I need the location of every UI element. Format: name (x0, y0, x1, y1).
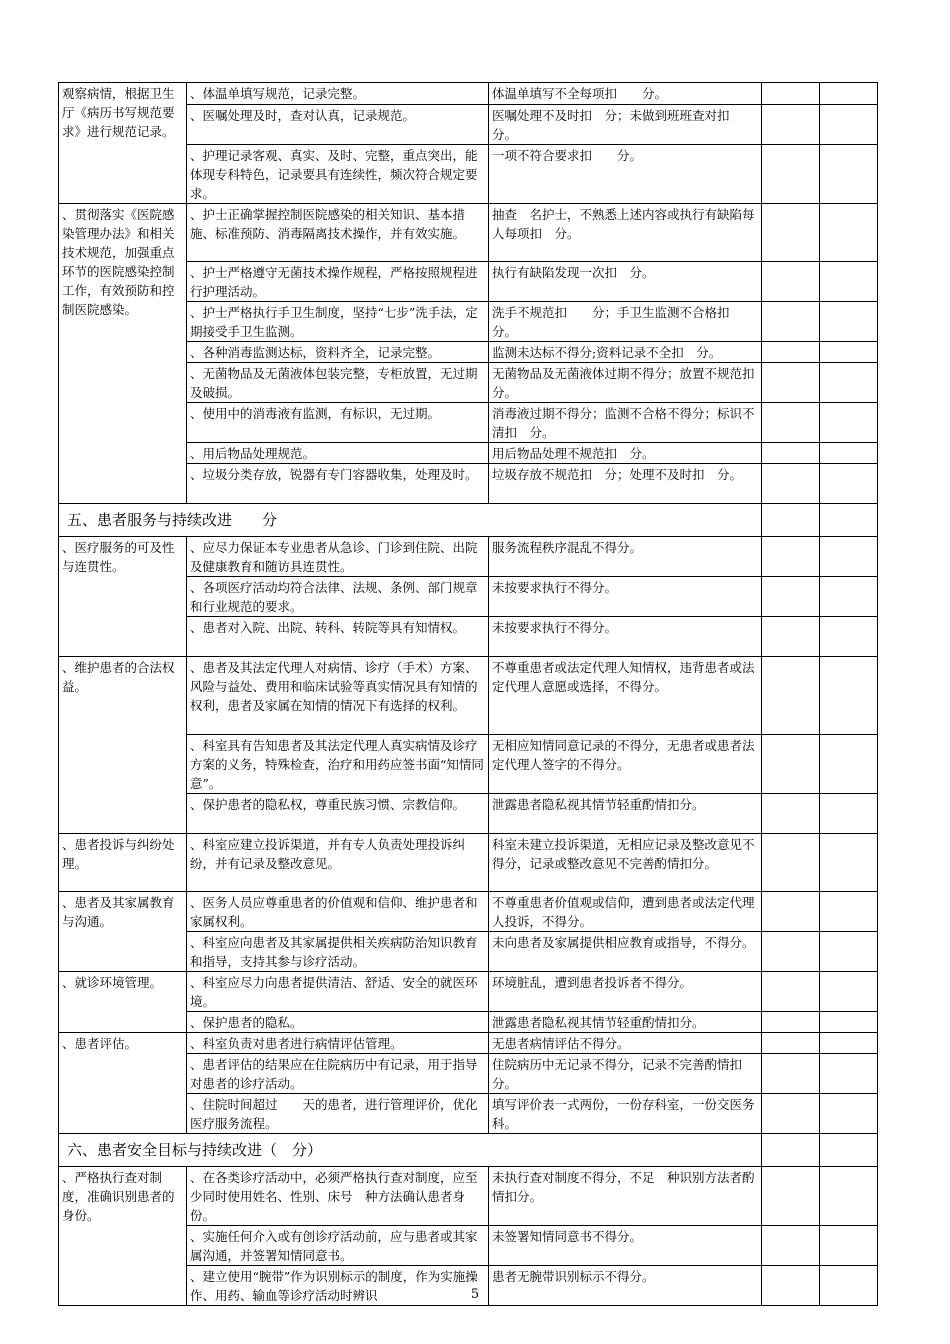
remark-cell (820, 443, 878, 464)
standard-cell: 、用后物品处理规范。 (187, 443, 489, 464)
standard-cell: 、医嘱处理及时，查对认真，记录规范。 (187, 105, 489, 145)
score-cell (762, 443, 820, 464)
remark-cell (820, 464, 878, 504)
scoring-cell: 无菌物品及无菌液体过期不得分；放置不规范扣 分。 (489, 363, 762, 403)
scoring-cell: 未执行查对制度不得分，不足 种识别方法者酌情扣分。 (489, 1167, 762, 1226)
scoring-cell: 消毒液过期不得分；监测不合格不得分；标识不清扣 分。 (489, 403, 762, 443)
remark-cell (820, 577, 878, 617)
remark-cell (820, 262, 878, 302)
score-cell (762, 83, 820, 105)
standard-cell: 、实施任何介入或有创诊疗活动前，应与患者或其家属沟通，并签署知情同意书。 (187, 1226, 489, 1266)
category-cell: 、严格执行查对制度，准确识别患者的身份。 (59, 1167, 187, 1306)
remark-cell (820, 403, 878, 443)
score-cell (762, 834, 820, 892)
section-heading: 五、患者服务与持续改进 分 (59, 504, 762, 537)
scoring-cell: 未向患者及家属提供相应教育或指导，不得分。 (489, 932, 762, 972)
standard-cell: 、体温单填写规范，记录完整。 (187, 83, 489, 105)
category-cell: 、维护患者的合法权益。 (59, 657, 187, 834)
scoring-cell: 未按要求执行不得分。 (489, 577, 762, 617)
scoring-cell: 科室未建立投诉渠道，无相应记录及整改意见不得分，记录或整改意见不完善酌情扣分。 (489, 834, 762, 892)
score-cell (762, 204, 820, 262)
scoring-cell: 服务流程秩序混乱不得分。 (489, 537, 762, 577)
table-row (59, 657, 878, 735)
scoring-cell: 填写评价表一式两份，一份存科室，一份交医务科。 (489, 1094, 762, 1134)
scoring-cell: 无相应知情同意记录的不得分，无患者或患者法定代理人签字的不得分。 (489, 735, 762, 794)
scoring-cell: 不尊重患者价值观或信仰，遭到患者或法定代理人投诉，不得分。 (489, 892, 762, 932)
scoring-cell: 泄露患者隐私视其情节轻重酌情扣分。 (489, 1012, 762, 1033)
category-cell: 、贯彻落实《医院感染管理办法》和相关技术规范，加强重点环节的医院感染控制工作，有效预防和控制医院感染。 (59, 204, 187, 504)
remark-cell (820, 932, 878, 972)
remark-cell (820, 105, 878, 145)
remark-cell (820, 617, 878, 657)
table-row (59, 892, 878, 932)
scoring-cell: 洗手不规范扣 分；手卫生监测不合格扣 分。 (489, 302, 762, 342)
table-row (59, 1167, 878, 1226)
standard-cell: 、科室应向患者及其家属提供相关疾病防治知识教育和指导，支持其参与诊疗活动。 (187, 932, 489, 972)
scoring-cell: 不尊重患者或法定代理人知情权，违背患者或法定代理人意愿或选择，不得分。 (489, 657, 762, 735)
category-cell: 、就诊环境管理。 (59, 972, 187, 1033)
remark-cell (820, 834, 878, 892)
remark-cell (820, 1012, 878, 1033)
score-cell (762, 617, 820, 657)
section-row (59, 504, 878, 537)
table-row (59, 537, 878, 577)
standard-cell: 、应尽力保证本专业患者从急诊、门诊到住院、出院及健康教育和随访具连贯性。 (187, 537, 489, 577)
remark-cell (820, 1167, 878, 1226)
scoring-cell: 医嘱处理不及时扣 分；未做到班班查对扣 分。 (489, 105, 762, 145)
remark-cell (820, 794, 878, 834)
standard-cell: 、科室负责对患者进行病情评估管理。 (187, 1033, 489, 1054)
table-row (59, 83, 878, 105)
standard-cell: 、科室应建立投诉渠道，并有专人负责处理投诉纠纷，并有记录及整改意见。 (187, 834, 489, 892)
remark-cell (820, 342, 878, 363)
remark-cell (820, 657, 878, 735)
standard-cell: 、护士严格遵守无菌技术操作规程，严格按照规程进行护理活动。 (187, 262, 489, 302)
remark-cell (820, 1134, 878, 1167)
score-cell (762, 504, 820, 537)
scoring-cell: 一项不符合要求扣 分。 (489, 145, 762, 204)
scoring-cell: 体温单填写不全每项扣 分。 (489, 83, 762, 105)
score-cell (762, 1134, 820, 1167)
standard-cell: 、保护患者的隐私权，尊重民族习惯、宗教信仰。 (187, 794, 489, 834)
score-cell (762, 892, 820, 932)
table-row (59, 834, 878, 892)
section-heading: 六、患者安全目标与持续改进（ 分） (59, 1134, 762, 1167)
score-cell (762, 1094, 820, 1134)
score-cell (762, 342, 820, 363)
remark-cell (820, 363, 878, 403)
score-cell (762, 105, 820, 145)
page-number: 5 (470, 1287, 480, 1302)
category-cell: 、患者及其家属教育与沟通。 (59, 892, 187, 972)
standard-cell: 、无菌物品及无菌液体包装完整，专柜放置，无过期及破损。 (187, 363, 489, 403)
category-cell: 、医疗服务的可及性与连贯性。 (59, 537, 187, 657)
standard-cell: 、建立使用“腕带”作为识别标示的制度，作为实施操作、用药、输血等诊疗活动时辨识 (187, 1266, 489, 1306)
table-row (59, 204, 878, 262)
score-cell (762, 932, 820, 972)
scoring-cell: 执行有缺陷发现一次扣 分。 (489, 262, 762, 302)
standard-cell: 、患者对入院、出院、转科、转院等具有知情权。 (187, 617, 489, 657)
score-cell (762, 1033, 820, 1054)
scoring-cell: 未按要求执行不得分。 (489, 617, 762, 657)
scoring-cell: 泄露患者隐私视其情节轻重酌情扣分。 (489, 794, 762, 834)
standard-cell: 、科室应尽力向患者提供清洁、舒适、安全的就医环境。 (187, 972, 489, 1012)
standard-cell: 、各种消毒监测达标，资料齐全，记录完整。 (187, 342, 489, 363)
scoring-cell: 患者无腕带识别标示不得分。 (489, 1266, 762, 1306)
remark-cell (820, 972, 878, 1012)
scoring-cell: 监测未达标不得分;资料记录不全扣 分。 (489, 342, 762, 363)
remark-cell (820, 735, 878, 794)
remark-cell (820, 1094, 878, 1134)
table-row (59, 1033, 878, 1054)
scoring-cell: 用后物品处理不规范扣 分。 (489, 443, 762, 464)
standard-cell: 、垃圾分类存放，锐器有专门容器收集，处理及时。 (187, 464, 489, 504)
score-cell (762, 794, 820, 834)
standard-cell: 、患者评估的结果应在住院病历中有记录，用于指导对患者的诊疗活动。 (187, 1054, 489, 1094)
scoring-cell: 垃圾存放不规范扣 分；处理不及时扣 分。 (489, 464, 762, 504)
standard-cell: 、使用中的消毒液有监测，有标识，无过期。 (187, 403, 489, 443)
score-cell (762, 1054, 820, 1094)
standard-cell: 、护士正确掌握控制医院感染的相关知识、基本措施、标准预防、消毒隔离技术操作，并有效实施。 (187, 204, 489, 262)
score-cell (762, 537, 820, 577)
scoring-cell: 住院病历中无记录不得分，记录不完善酌情扣分。 (489, 1054, 762, 1094)
standard-cell: 、患者及其法定代理人对病情、诊疗（手术）方案、风险与益处、费用和临床试验等真实情况具有知情的权利，患者及家属在知情的情况下有选择的权利。 (187, 657, 489, 735)
category-cell: 、患者投诉与纠纷处理。 (59, 834, 187, 892)
score-cell (762, 972, 820, 1012)
remark-cell (820, 892, 878, 932)
remark-cell (820, 537, 878, 577)
category-cell: 、患者评估。 (59, 1033, 187, 1134)
score-cell (762, 577, 820, 617)
score-cell (762, 657, 820, 735)
score-cell (762, 262, 820, 302)
remark-cell (820, 83, 878, 105)
category-cell: 观察病情，根据卫生厅《病历书写规范要求》进行规范记录。 (59, 83, 187, 204)
standard-cell: 、住院时间超过 天的患者，进行管理评价，优化医疗服务流程。 (187, 1094, 489, 1134)
score-cell (762, 145, 820, 204)
standard-cell: 、护士严格执行手卫生制度，坚持“七步”洗手法，定期接受手卫生监测。 (187, 302, 489, 342)
score-cell (762, 1226, 820, 1266)
remark-cell (820, 504, 878, 537)
scoring-cell: 环境脏乱，遭到患者投诉者不得分。 (489, 972, 762, 1012)
table-row (59, 972, 878, 1012)
scoring-cell: 抽查 名护士，不熟悉上述内容或执行有缺陷每人每项扣 分。 (489, 204, 762, 262)
evaluation-table (58, 82, 878, 1306)
score-cell (762, 464, 820, 504)
scoring-cell: 无患者病情评估不得分。 (489, 1033, 762, 1054)
score-cell (762, 735, 820, 794)
score-cell (762, 1167, 820, 1226)
standard-cell: 、科室具有告知患者及其法定代理人真实病情及诊疗方案的义务，特殊检查，治疗和用药应签书面“知情同意”。 (187, 735, 489, 794)
standard-cell: 、保护患者的隐私。 (187, 1012, 489, 1033)
score-cell (762, 302, 820, 342)
score-cell (762, 403, 820, 443)
score-cell (762, 1012, 820, 1033)
scoring-cell: 未签署知情同意书不得分。 (489, 1226, 762, 1266)
standard-cell: 、护理记录客观、真实、及时、完整，重点突出，能体现专科特色，记录要具有连续性，频次符合规定要求。 (187, 145, 489, 204)
remark-cell (820, 302, 878, 342)
remark-cell (820, 145, 878, 204)
standard-cell: 、各项医疗活动均符合法律、法规、条例、部门规章和行业规范的要求。 (187, 577, 489, 617)
section-row (59, 1134, 878, 1167)
standard-cell: 、在各类诊疗活动中，必须严格执行查对制度，应至少同时使用姓名、性别、床号 种方法确认患者身份。 (187, 1167, 489, 1226)
standard-cell: 、医务人员应尊重患者的价值观和信仰、维护患者和家属权利。 (187, 892, 489, 932)
remark-cell (820, 1033, 878, 1054)
remark-cell (820, 204, 878, 262)
remark-cell (820, 1054, 878, 1094)
remark-cell (820, 1226, 878, 1266)
